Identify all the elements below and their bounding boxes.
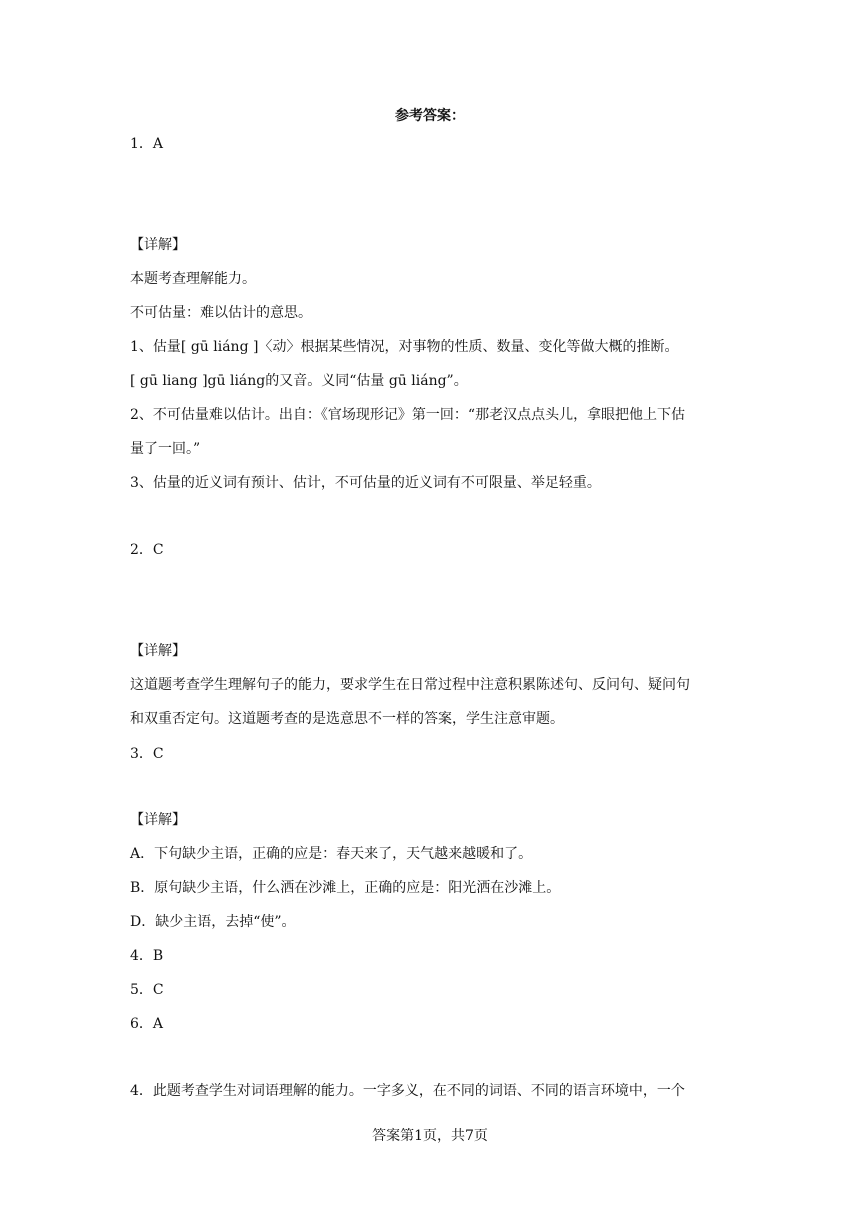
explanation-heading-3: 【详解】 xyxy=(130,812,186,828)
answer-6: 6．A xyxy=(130,1016,164,1032)
text-line: 这道题考查学生理解句子的能力，要求学生在日常过程中注意积累陈述句、反问句、疑问句 xyxy=(130,677,690,693)
text-line: 不可估量：难以估计的意思。 xyxy=(130,305,312,321)
text-line: B．原句缺少主语，什么洒在沙滩上，正确的应是：阳光洒在沙滩上。 xyxy=(130,880,561,896)
explanation-heading-2: 【详解】 xyxy=(130,643,186,659)
text-line: 和双重否定句。这道题考查的是选意思不一样的答案，学生注意审题。 xyxy=(130,711,564,727)
answer-3: 3．C xyxy=(130,746,164,762)
text-line: D．缺少主语，去掉“使”。 xyxy=(130,914,296,930)
answer-5: 5．C xyxy=(130,982,164,998)
text-line: 本题考查理解能力。 xyxy=(130,271,256,287)
explanation-heading-1: 【详解】 xyxy=(130,237,186,253)
text-line: 3、估量的近义词有预计、估计，不可估量的近义词有不可限量、举足轻重。 xyxy=(130,475,601,491)
text-line: 1、估量[ gū liáng ]〈动〉根据某些情况，对事物的性质、数量、变化等做大概的推断。 xyxy=(130,339,679,355)
answer-2: 2．C xyxy=(130,542,164,558)
page-title: 参考答案： xyxy=(395,108,465,124)
text-line: 4．此题考查学生对词语理解的能力。一字多义，在不同的词语、不同的语言环境中，一个 xyxy=(130,1083,685,1099)
page-footer: 答案第1页，共7页 xyxy=(372,1128,488,1144)
text-line: 量了一回。” xyxy=(130,441,201,457)
answer-1: 1．A xyxy=(130,136,164,152)
text-line: [ gū liang ]gū liáng的又音。义同“估量 gū liáng”。 xyxy=(130,373,468,389)
text-line: 2、不可估量难以估计。出自：《官场现形记》第一回：“那老汉点点头儿，拿眼把他上下估 xyxy=(130,407,686,423)
answer-4: 4．B xyxy=(130,948,164,964)
text-line: A．下句缺少主语，正确的应是：春天来了，天气越来越暖和了。 xyxy=(130,846,533,862)
